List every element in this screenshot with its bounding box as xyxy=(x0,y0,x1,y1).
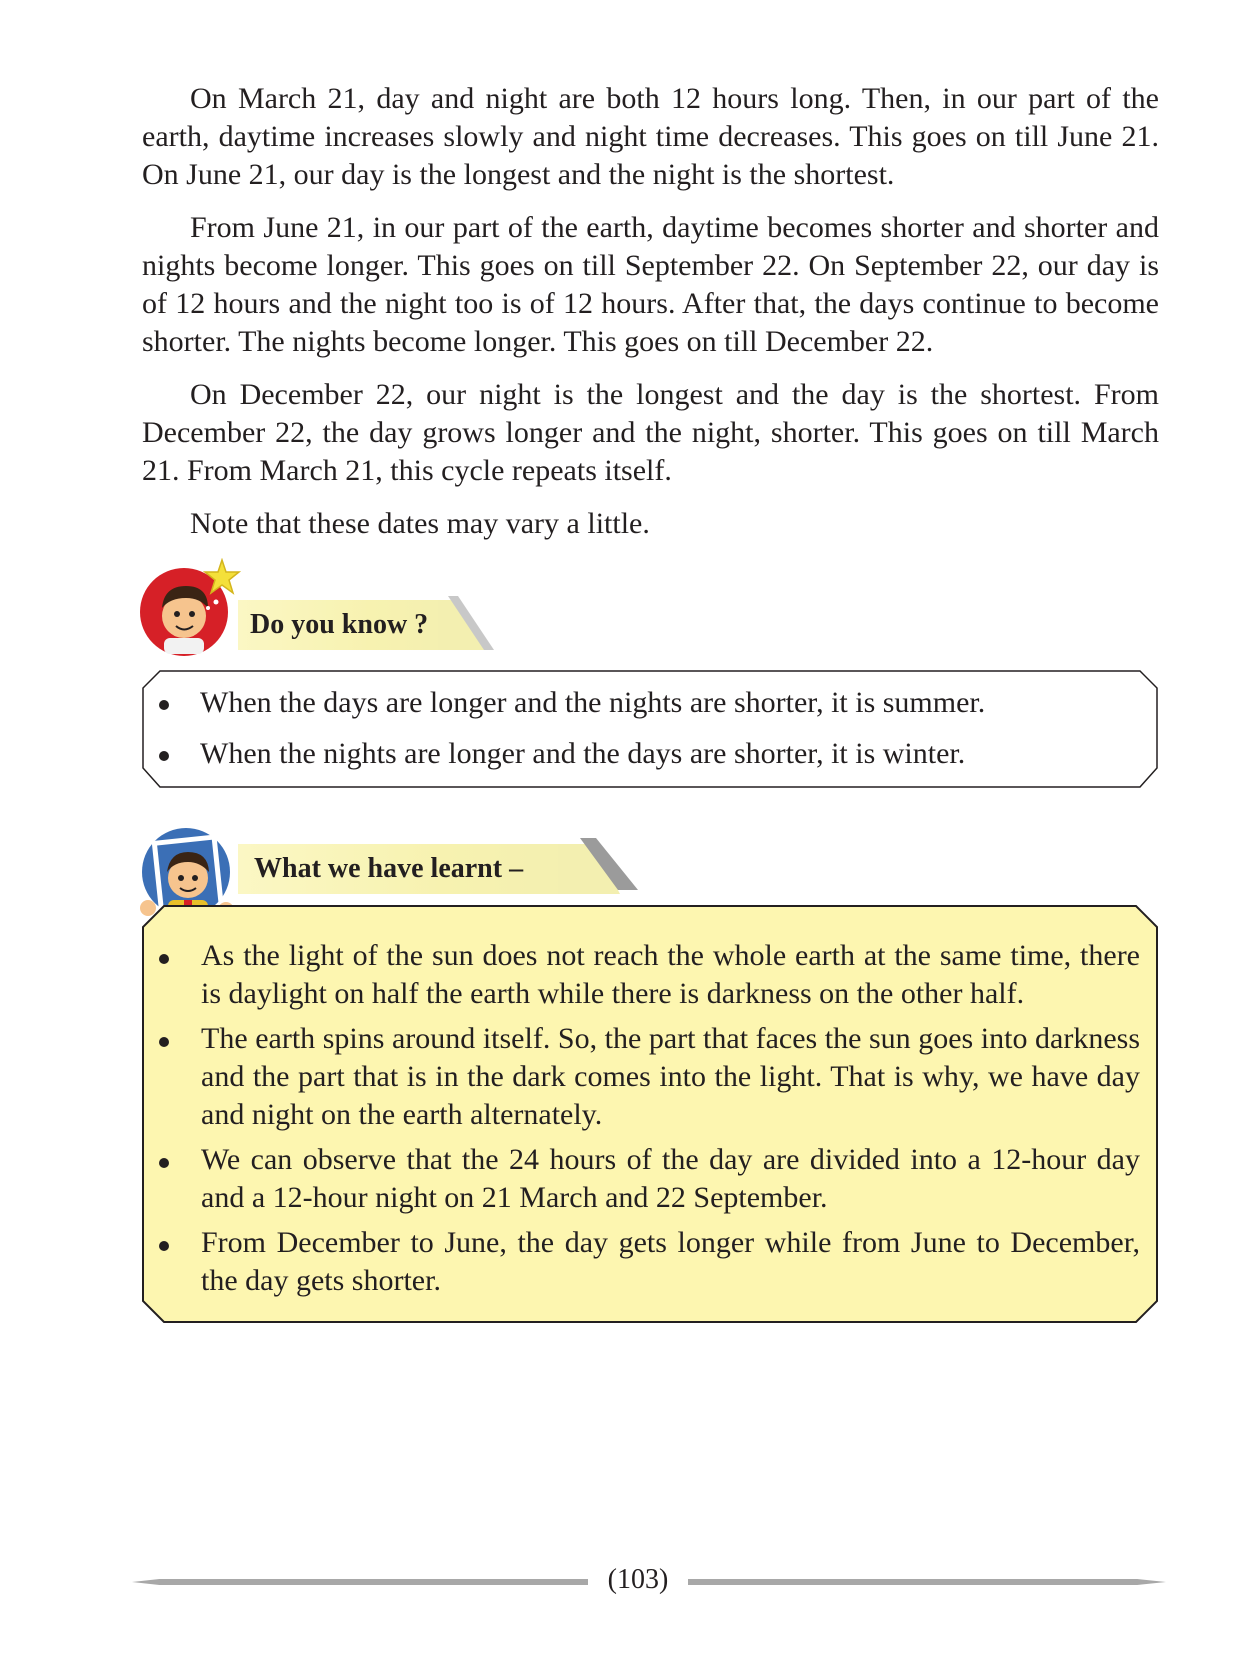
what-we-learnt-title: What we have learnt – xyxy=(254,853,524,884)
what-we-learnt-heading xyxy=(138,826,618,916)
list-item-text: When the nights are longer and the days are shorter, it is winter. xyxy=(200,737,966,770)
what-we-learnt-box xyxy=(142,905,1158,1323)
do-you-know-heading xyxy=(138,566,478,652)
list-item xyxy=(142,735,1158,773)
list-item-text: From December to June, the day gets longer while from June to December, the day gets shorter. xyxy=(201,1226,1140,1297)
list-item-text: When the days are longer and the nights are shorter, it is summer. xyxy=(200,686,986,719)
paragraph-3: On December 22, our night is the longest and the day is the shortest. From December 22, the day grows longer and the night, shorter. This goes on till March 21. From March 21, this cycle repeats itself. xyxy=(142,378,1159,487)
list-item xyxy=(142,1020,1158,1134)
bullet-icon xyxy=(159,700,169,710)
do-you-know-title: Do you know ? xyxy=(250,609,429,640)
page-number: (103) xyxy=(607,1564,669,1595)
heading-band-tip xyxy=(438,592,498,652)
boy-with-star-icon xyxy=(134,558,244,658)
list-item xyxy=(142,1141,1158,1217)
do-you-know-list xyxy=(142,684,1158,786)
do-you-know-box xyxy=(142,670,1158,788)
paragraph-4: Note that these dates may vary a little. xyxy=(190,507,650,540)
paragraph-1: On March 21, day and night are both 12 hours long. Then, in our part of the earth, daytime increases slowly and night time decreases. This goes on till June 21. On June 21, our day is the longest and the night is the shortest. xyxy=(142,82,1159,191)
bullet-icon xyxy=(159,751,169,761)
bullet-icon xyxy=(159,954,169,964)
bullet-icon xyxy=(159,1158,169,1168)
list-item xyxy=(142,1224,1158,1300)
paragraph-2: From June 21, in our part of the earth, daytime becomes shorter and shorter and nights become longer. This goes on till September 22. On September 22, our day is of 12 hours and the night too is of 12 hours. After that, the days continue to become shorter. The nights become longer. This goes on till December 22. xyxy=(142,211,1159,358)
bullet-icon xyxy=(159,1037,169,1047)
list-item-text: The earth spins around itself. So, the part that faces the sun goes into darkness and the part that is in the dark comes into the light. That is why, we have day and night on the earth alternately. xyxy=(201,1022,1140,1131)
list-item xyxy=(142,684,1158,722)
list-item-text: As the light of the sun does not reach the whole earth at the same time, there is daylight on half the earth while there is darkness on the other half. xyxy=(201,939,1140,1010)
heading-band-tip xyxy=(558,836,638,896)
what-we-learnt-list xyxy=(142,937,1158,1307)
footer-rule-right xyxy=(688,1579,1166,1585)
bullet-icon xyxy=(159,1241,169,1251)
footer-rule-left xyxy=(132,1579,588,1585)
list-item xyxy=(142,937,1158,1013)
list-item-text: We can observe that the 24 hours of the day are divided into a 12-hour day and a 12-hour night on 21 March and 22 September. xyxy=(201,1143,1140,1214)
